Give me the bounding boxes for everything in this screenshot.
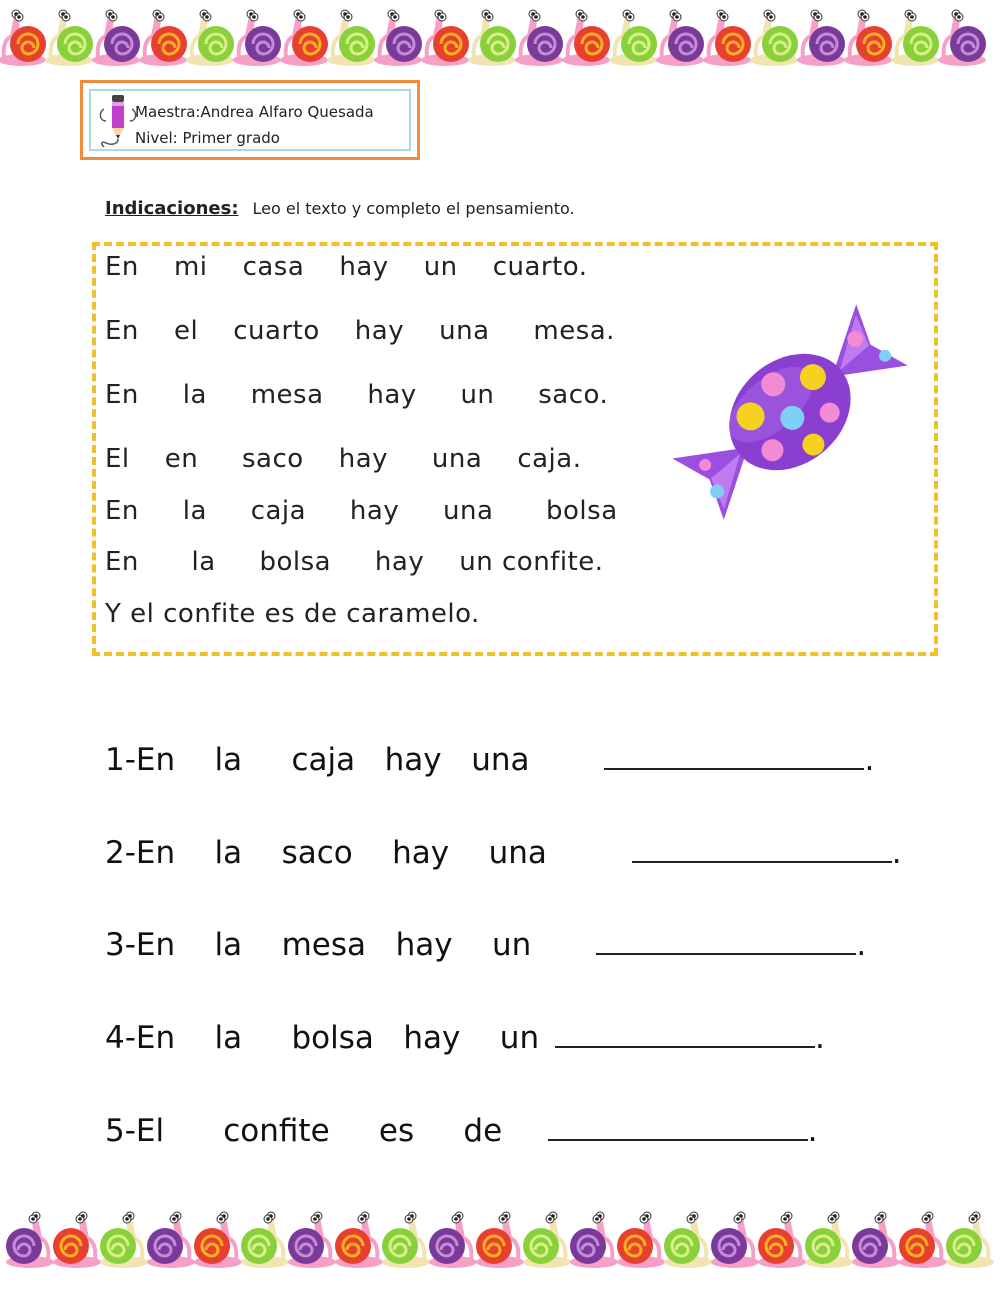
- question-3: [105, 925, 866, 963]
- question-end: .: [856, 927, 867, 963]
- story-line: En el cuarto hay una mesa.: [105, 316, 615, 346]
- snail-icon: [382, 1212, 430, 1268]
- snail-icon: [703, 10, 751, 66]
- snail-icon: [664, 1212, 712, 1268]
- instructions: [105, 198, 575, 219]
- question-text: 2-En la saco hay una: [105, 835, 626, 871]
- snail-icon: [938, 10, 986, 66]
- snail-icon: [233, 10, 281, 66]
- pencil-icon: [98, 93, 138, 149]
- snail-icon: [797, 10, 845, 66]
- story-line: En la caja hay una bolsa: [105, 496, 618, 526]
- story-line: El en saco hay una caja.: [105, 444, 582, 474]
- snail-icon: [476, 1212, 524, 1268]
- candy-icon: [655, 280, 925, 545]
- snail-icon: [53, 1212, 101, 1268]
- snail-icon: [609, 10, 657, 66]
- snail-border-top: [0, 0, 1000, 80]
- snail-icon: [617, 1212, 665, 1268]
- snail-icon: [946, 1212, 994, 1268]
- snail-icon: [241, 1212, 289, 1268]
- snail-border-bottom: [0, 1200, 1000, 1280]
- snail-icon: [570, 1212, 618, 1268]
- question-end: .: [891, 835, 902, 871]
- question-text: 1-En la caja hay una: [105, 742, 599, 778]
- instructions-label: Indicaciones:: [105, 198, 239, 219]
- question-text: 4-En la bolsa hay un: [105, 1020, 549, 1056]
- grade-level: Nivel: Primer grado: [135, 129, 280, 147]
- snail-icon: [429, 1212, 477, 1268]
- snail-icon: [750, 10, 798, 66]
- snail-icon: [468, 10, 516, 66]
- question-end: .: [807, 1113, 818, 1149]
- question-text: 5-El confite es de: [105, 1113, 542, 1149]
- snail-icon: [100, 1212, 148, 1268]
- question-4: [105, 1018, 825, 1056]
- question-end: .: [814, 1020, 825, 1056]
- question-1: [105, 740, 874, 778]
- snail-icon: [139, 10, 187, 66]
- instructions-text: Leo el texto y completo el pensamiento.: [252, 199, 575, 218]
- story-line: En mi casa hay un cuarto.: [105, 252, 588, 282]
- answer-blank[interactable]: [555, 1018, 815, 1048]
- snail-icon: [852, 1212, 900, 1268]
- answer-blank[interactable]: [596, 925, 856, 955]
- snail-icon: [147, 1212, 195, 1268]
- question-text: 3-En la mesa hay un: [105, 927, 591, 963]
- snail-icon: [891, 10, 939, 66]
- answer-blank[interactable]: [548, 1111, 808, 1141]
- snail-icon: [899, 1212, 947, 1268]
- snail-icon: [194, 1212, 242, 1268]
- story-line: En la mesa hay un saco.: [105, 380, 609, 410]
- snail-icon: [0, 10, 46, 66]
- snail-icon: [92, 10, 140, 66]
- snail-icon: [805, 1212, 853, 1268]
- snail-icon: [562, 10, 610, 66]
- answer-blank[interactable]: [604, 740, 864, 770]
- answer-blank[interactable]: [632, 833, 892, 863]
- snail-icon: [335, 1212, 383, 1268]
- snail-icon: [421, 10, 469, 66]
- snail-icon: [711, 1212, 759, 1268]
- snail-icon: [758, 1212, 806, 1268]
- snail-icon: [656, 10, 704, 66]
- snail-icon: [288, 1212, 336, 1268]
- snail-icon: [186, 10, 234, 66]
- teacher-name: Maestra:Andrea Alfaro Quesada: [135, 103, 374, 121]
- question-2: [105, 833, 902, 871]
- snail-icon: [515, 10, 563, 66]
- snail-icon: [280, 10, 328, 66]
- story-line: En la bolsa hay un confite.: [105, 547, 604, 577]
- snail-icon: [844, 10, 892, 66]
- question-5: [105, 1111, 817, 1149]
- story-line: Y el confite es de caramelo.: [105, 599, 480, 629]
- snail-icon: [6, 1212, 54, 1268]
- snail-icon: [523, 1212, 571, 1268]
- question-end: .: [864, 742, 875, 778]
- snail-icon: [45, 10, 93, 66]
- snail-icon: [327, 10, 375, 66]
- snail-icon: [374, 10, 422, 66]
